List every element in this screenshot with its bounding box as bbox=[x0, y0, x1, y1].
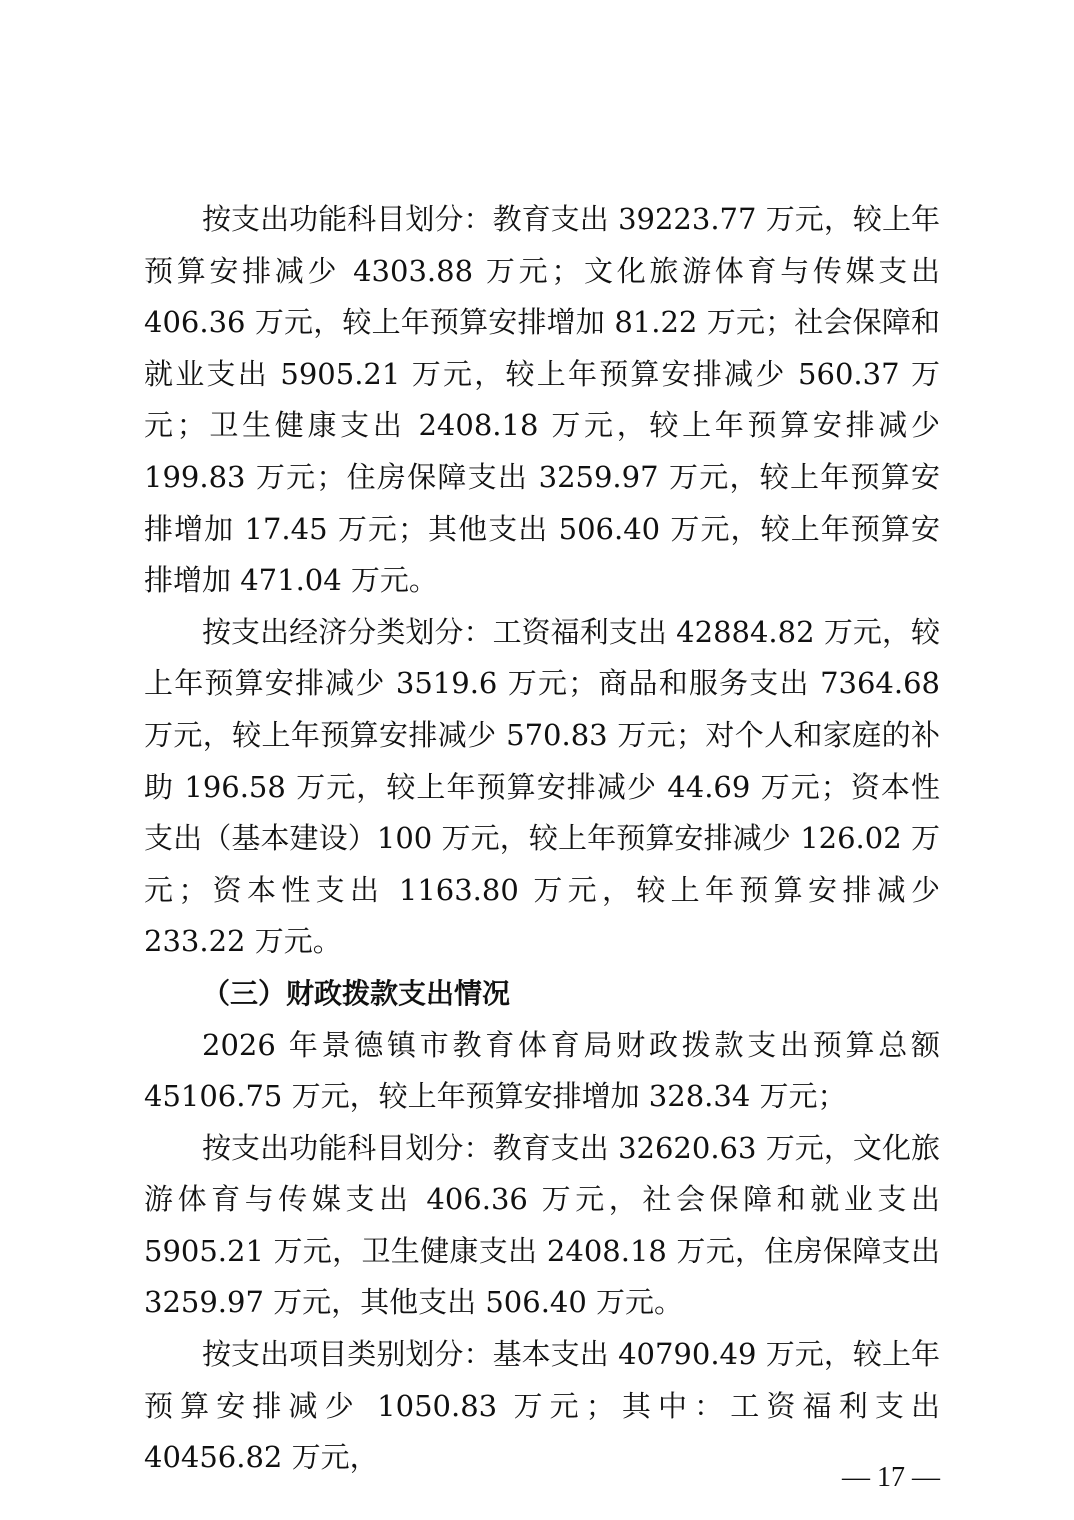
page-number: — 17 — bbox=[842, 1462, 940, 1493]
paragraph-appropriation-function: 按支出功能科目划分：教育支出 32620.63 万元，文化旅游体育与传媒支出 406.36 万元，社会保障和就业支出 5905.21 万元，卫生健康支出 2408.18 万元，住房保障支出 3259.97 万元，其他支出 506.40 万元。 bbox=[144, 1130, 940, 1320]
paragraph-appropriation-total: 2026 年景德镇市教育体育局财政拨款支出预算总额 45106.75 万元，较上年预算安排增加 328.34 万元； bbox=[144, 1027, 940, 1114]
paragraph-economic-classification: 按支出经济分类划分：工资福利支出 42884.82 万元，较上年预算安排减少 3519.6 万元；商品和服务支出 7364.68 万元，较上年预算安排减少 570.83 万元；对个人和家庭的补助 196.58 万元，较上年预算安排减少 44.69 万元；资本性支出（基本建设）100 万元，较上年预算安排减少 126.02 万元；资本性支出 1163.80 万元，较上年预算安排减少 233.22 万元。 bbox=[144, 614, 940, 959]
section-heading: （三）财政拨款支出情况 bbox=[202, 976, 511, 1010]
document-body bbox=[144, 194, 940, 1484]
paragraph-appropriation-project: 按支出项目类别划分：基本支出 40790.49 万元，较上年预算安排减少 1050.83 万元；其中：工资福利支出 40456.82 万元， bbox=[144, 1337, 940, 1475]
paragraph-function-classification: 按支出功能科目划分：教育支出 39223.77 万元，较上年预算安排减少 4303.88 万元；文化旅游体育与传媒支出 406.36 万元，较上年预算安排增加 81.22 万元；社会保障和就业支出 5905.21 万元，较上年预算安排减少 560.37 万元；卫生健康支出 2408.18 万元，较上年预算安排减少 199.83 万元；住房保障支出 3259.97 万元，较上年预算安排增加 17.45 万元；其他支出 506.40 万元，较上年预算安排增加 471.04 万元。 bbox=[144, 202, 940, 598]
